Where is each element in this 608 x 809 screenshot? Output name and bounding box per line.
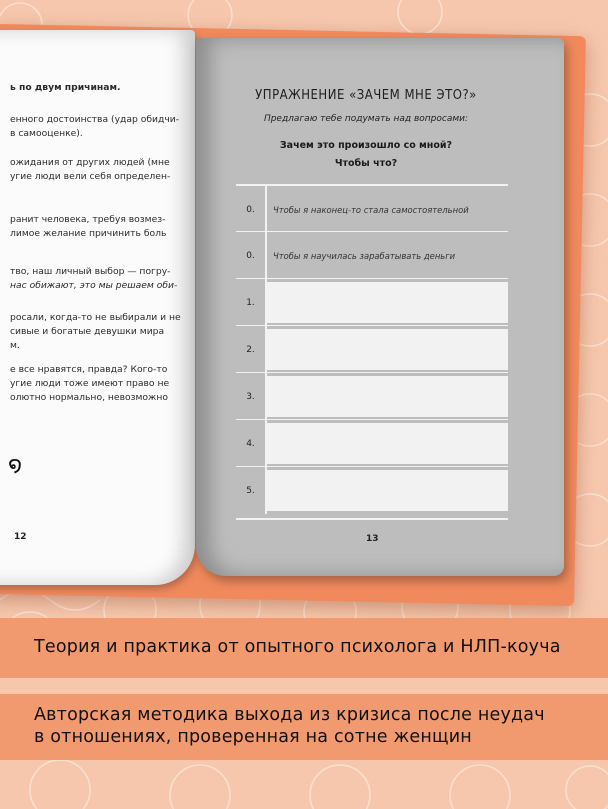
row-answer — [267, 189, 508, 230]
left-page-line: ранит человека, требуя возмез- — [10, 214, 166, 225]
right-page-number: 13 — [366, 534, 379, 544]
table-row — [236, 278, 508, 326]
row-number: 0. — [236, 232, 267, 279]
table-row — [236, 372, 508, 420]
left-page — [0, 30, 195, 585]
row-number: 5. — [236, 467, 267, 514]
table-row — [236, 184, 508, 233]
left-page-number: 12 — [14, 532, 27, 542]
row-answer-blank — [267, 282, 508, 323]
spiral-ornament-icon: ໑ — [8, 453, 23, 478]
row-number: 3. — [236, 373, 267, 420]
table-row — [236, 231, 508, 279]
row-answer-blank — [267, 376, 508, 417]
exercise-title: УПРАЖНЕНИЕ «ЗАЧЕМ МНЕ ЭТО?» — [255, 88, 477, 103]
row-number: 2. — [236, 326, 267, 373]
row-answer-text: Чтобы я научилась зарабатывать деньги — [273, 250, 456, 261]
left-page-line: сивые и богатые девушки мира — [10, 326, 165, 337]
left-page-line: е все нравятся, правда? Кого-то — [10, 364, 168, 375]
left-page-line: лимое желание причинить боль — [10, 228, 167, 239]
left-page-line: тво, наш личный выбор — погру- — [10, 266, 171, 277]
exercise-question-2: Чтобы что? — [334, 158, 398, 169]
left-page-line: олютно нормально, невозможно — [10, 392, 168, 403]
left-page-line: м. — [10, 340, 20, 351]
banner-text: в отношениях, проверенная на сотне женщин — [34, 727, 472, 747]
table-row — [236, 325, 508, 373]
left-page-line: енного достоинства (удар обидчи- — [10, 114, 180, 125]
row-answer-text: Чтобы я наконец-то стала самостоятельной — [273, 204, 469, 215]
table-row — [236, 466, 508, 514]
banner-theory-practice — [0, 618, 608, 678]
left-page-line: нас обижают, это мы решаем оби- — [10, 280, 178, 291]
left-page-line: угие люди вели себя определен- — [10, 171, 171, 182]
left-page-line: угие люди тоже имеют право не — [10, 378, 170, 389]
left-page-line: ь по двум причинам. — [10, 82, 121, 93]
exercise-subtitle: Предлагаю тебе подумать над вопросами: — [263, 114, 469, 124]
row-answer-blank — [267, 329, 508, 370]
row-number: 0. — [236, 186, 267, 233]
banner-method — [0, 694, 608, 760]
exercise-table — [236, 184, 508, 520]
left-page-line: росали, когда-то не выбирали и не — [10, 312, 181, 323]
table-row — [236, 419, 508, 467]
row-answer — [267, 235, 508, 276]
row-answer-blank — [267, 423, 508, 464]
left-page-line: ожидания от других людей (мне — [10, 157, 170, 168]
banner-text: Теория и практика от опытного психолога и НЛП-коуча — [34, 637, 561, 657]
row-answer-blank — [267, 470, 508, 511]
left-page-line: в самооценке). — [10, 128, 83, 139]
row-number: 1. — [236, 279, 267, 326]
table-bottom-border — [236, 518, 508, 520]
banner-text: Авторская методика выхода из кризиса после неудач — [34, 705, 545, 725]
right-page — [196, 38, 564, 576]
exercise-question-1: Зачем это произошло со мной? — [279, 140, 453, 151]
row-number: 4. — [236, 420, 267, 467]
